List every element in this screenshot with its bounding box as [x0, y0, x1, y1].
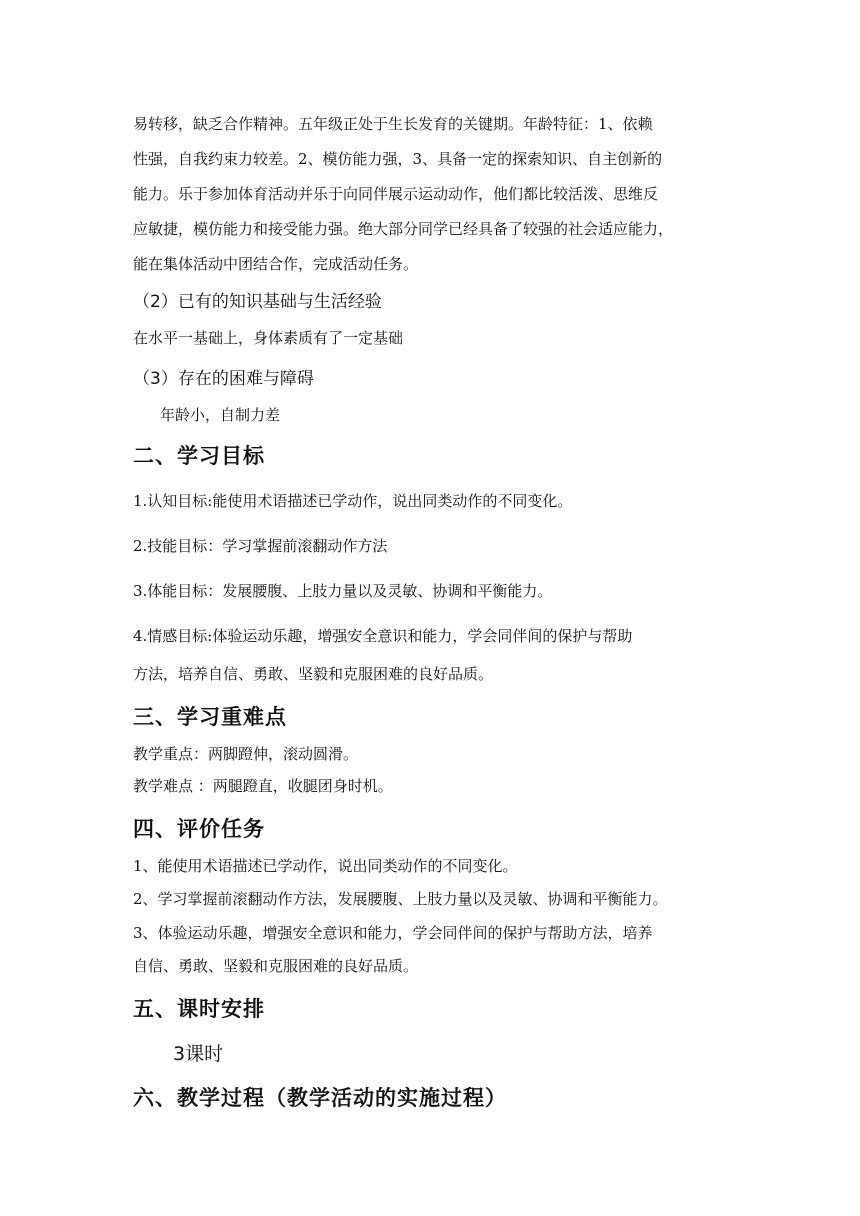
- difficulty-text: 年龄小，自制力差: [160, 406, 281, 424]
- evaluation-item: 3、体验运动乐趣，增强安全意识和能力，学会同伴间的保护与帮助方法，培养: [133, 924, 653, 942]
- objective-item: 4.情感目标:体验运动乐趣，增强安全意识和能力，学会同伴间的保护与帮助: [133, 627, 633, 645]
- class-hours: 3课时: [173, 1043, 224, 1065]
- section-title-process: 六、教学过程（教学活动的实施过程）: [133, 1086, 507, 1110]
- hard-point: 教学难点 ：两腿蹬直，收腿团身时机。: [133, 777, 393, 795]
- intro-line: 易转移，缺乏合作精神。五年级正处于生长发育的关键期。年龄特征：1、依赖: [133, 115, 653, 133]
- section-title-evaluation: 四、评价任务: [133, 817, 265, 841]
- evaluation-item-cont: 自信、勇敢、坚毅和克服困难的良好品质。: [133, 957, 419, 975]
- key-point: 教学重点：两脚蹬伸，滚动圆滑。: [133, 745, 359, 763]
- section-title-schedule: 五、课时安排: [133, 997, 265, 1021]
- intro-line: 能力。乐于参加体育活动并乐于向同伴展示运动动作，他们都比较活泼、思维反: [133, 185, 659, 203]
- objective-item: 3.体能目标：发展腰腹、上肢力量以及灵敏、协调和平衡能力。: [133, 582, 553, 600]
- section-title-keypoints: 三、学习重难点: [133, 705, 287, 729]
- known-heading: （2）已有的知识基础与生活经验: [133, 292, 382, 312]
- objective-item: 1.认知目标:能使用术语描述已学动作，说出同类动作的不同变化。: [133, 492, 573, 510]
- evaluation-item: 1、能使用术语描述已学动作，说出同类动作的不同变化。: [133, 857, 518, 875]
- evaluation-item: 2、学习掌握前滚翻动作方法，发展腰腹、上肢力量以及灵敏、协调和平衡能力。: [133, 890, 668, 908]
- intro-line: 应敏捷，模仿能力和接受能力强。绝大部分同学已经具备了较强的社会适应能力，: [133, 220, 674, 238]
- known-text: 在水平一基础上，身体素质有了一定基础: [133, 329, 404, 347]
- section-title-objectives: 二、学习目标: [133, 444, 265, 468]
- objective-item: 2.技能目标：学习掌握前滚翻动作方法: [133, 537, 388, 555]
- objective-item-cont: 方法，培养自信、勇敢、坚毅和克服困难的良好品质。: [133, 665, 494, 683]
- intro-line: 能在集体活动中团结合作，完成活动任务。: [133, 255, 419, 273]
- intro-line: 性强，自我约束力较差。2、模仿能力强，3、具备一定的探索知识、自主创新的: [133, 150, 663, 168]
- difficulty-heading: （3）存在的困难与障碍: [133, 369, 314, 389]
